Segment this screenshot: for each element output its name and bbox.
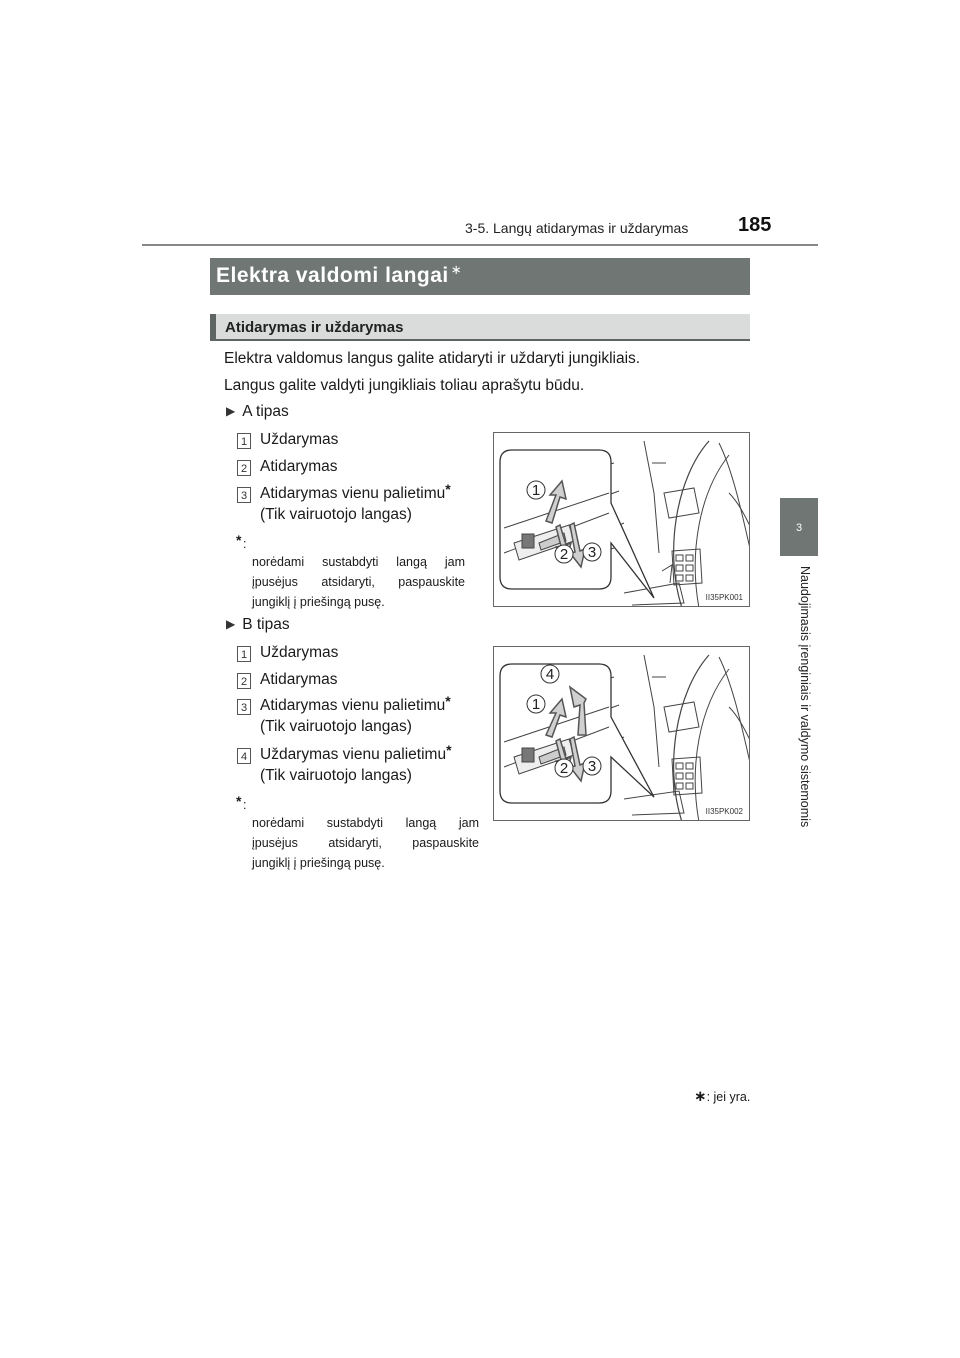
type-a-heading — [226, 403, 289, 421]
window-switch-illustration-b — [494, 647, 750, 821]
item-text: Atidarymas — [260, 458, 338, 475]
note-asterisk: * — [236, 532, 242, 548]
list-item — [237, 431, 339, 450]
list-item — [237, 481, 451, 504]
subsection-title: Atidarymas ir uždarymas — [225, 319, 404, 336]
item-text: Atidarymas — [260, 671, 338, 688]
section-title: 3-5. Langų atidarymas ir uždarymas — [465, 220, 689, 236]
note-line: norėdami sustabdyti langą jam — [252, 816, 479, 830]
list-item — [237, 671, 338, 690]
item-number: 2 — [237, 460, 251, 476]
item-text — [260, 693, 451, 715]
note-colon: : — [243, 537, 247, 551]
note-line: jungiklį į priešingą pusę. — [252, 856, 385, 870]
note-colon: : — [243, 798, 247, 812]
item-number: 4 — [237, 748, 251, 764]
item-subtext: (Tik vairuotojo langas) — [260, 767, 412, 784]
item-number: 3 — [237, 487, 251, 503]
chapter-tab[interactable] — [780, 498, 818, 556]
header-rule — [142, 244, 818, 246]
item-text-main: Atidarymas vienu palietimu — [260, 485, 446, 502]
figure-code: II35PK002 — [705, 807, 743, 816]
subsection-accent — [210, 314, 216, 339]
figure-label: 2 — [559, 760, 569, 777]
window-switch-illustration-a — [494, 433, 750, 607]
item-number: 3 — [237, 699, 251, 715]
list-item — [237, 458, 338, 477]
note-line: norėdami sustabdyti langą jam — [252, 555, 465, 569]
note-marker: * — [445, 693, 451, 709]
item-text: Uždarymas — [260, 644, 339, 661]
intro-line: Elektra valdomus langus galite atidaryti ir uždaryti jungikliais. — [224, 350, 641, 367]
subsection-header — [210, 314, 750, 341]
note-marker: * — [446, 742, 452, 758]
optional-marker: ∗ — [450, 262, 463, 277]
figure-code: II35PK001 — [705, 593, 743, 602]
item-number: 2 — [237, 673, 251, 689]
note-asterisk: * — [236, 793, 242, 809]
footnote — [694, 1087, 750, 1105]
item-number: 1 — [237, 646, 251, 662]
note-line: įpusėjus atsidaryti, paspauskite — [252, 836, 479, 850]
item-text — [260, 742, 452, 764]
type-b-heading-text: B tipas — [242, 616, 290, 633]
figure-label: 4 — [545, 666, 555, 683]
item-text-main: Atidarymas vienu palietimu — [260, 697, 446, 714]
intro-line: Langus galite valdyti jungikliais toliau aprašytu būdu. — [224, 377, 585, 394]
footnote-marker: ∗ — [694, 1088, 707, 1105]
figure-label: 1 — [531, 482, 541, 499]
chapter-label: Naudojimasis įrenginiais ir valdymo sistemomis — [798, 566, 812, 828]
triangle-bullet-icon: ▶ — [226, 404, 236, 418]
list-item — [237, 644, 339, 663]
figure-window-switch-b — [493, 646, 750, 821]
figure-window-switch-a — [493, 432, 750, 607]
type-b-heading — [226, 616, 290, 634]
figure-label: 3 — [587, 544, 597, 561]
type-a-note — [236, 532, 465, 612]
figure-label: 3 — [587, 758, 597, 775]
note-line: jungiklį į priešingą pusę. — [252, 595, 385, 609]
item-text-main: Uždarymas vienu palietimu — [260, 746, 447, 763]
item-number: 1 — [237, 433, 251, 449]
title-text: Elektra valdomi langai — [216, 264, 449, 287]
item-text — [260, 481, 451, 503]
list-item — [237, 742, 452, 765]
triangle-bullet-icon: ▶ — [226, 617, 236, 631]
item-subtext: (Tik vairuotojo langas) — [260, 506, 412, 523]
type-b-note — [236, 793, 479, 873]
type-a-heading-text: A tipas — [242, 403, 289, 420]
item-text: Uždarymas — [260, 431, 339, 448]
page-title — [210, 258, 750, 295]
note-marker: * — [445, 481, 451, 497]
list-item — [237, 693, 451, 716]
note-line: įpusėjus atsidaryti, paspauskite — [252, 575, 465, 589]
item-subtext: (Tik vairuotojo langas) — [260, 718, 412, 735]
chapter-number: 3 — [795, 522, 803, 534]
figure-label: 2 — [559, 546, 569, 563]
footnote-text: : jei yra. — [706, 1090, 751, 1104]
figure-label: 1 — [531, 696, 541, 713]
page-number: 185 — [738, 214, 772, 236]
